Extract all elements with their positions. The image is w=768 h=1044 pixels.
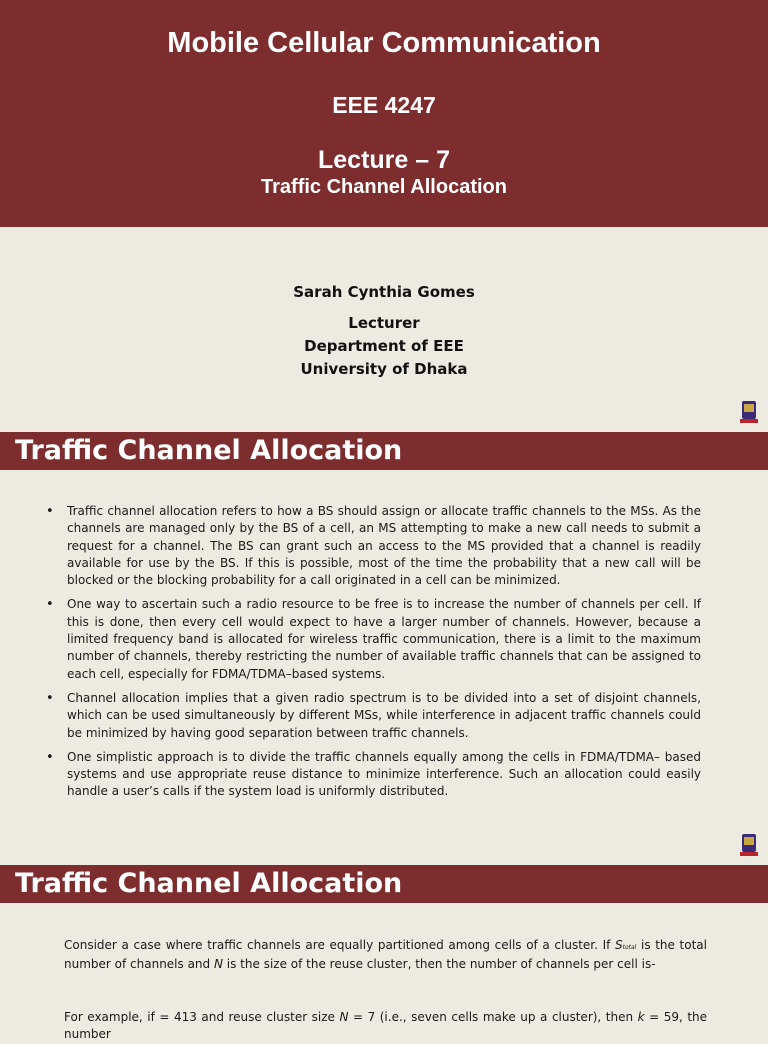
university-crest-icon — [740, 833, 758, 857]
title-banner — [0, 0, 768, 227]
bullet-icon: • — [46, 749, 54, 765]
course-code: EEE 4247 — [332, 92, 436, 118]
list-item — [46, 690, 701, 742]
list-item — [46, 596, 701, 682]
author-department: Department of EEE — [304, 337, 464, 355]
author-university: University of Dhaka — [300, 360, 468, 378]
university-crest-icon — [740, 400, 758, 424]
course-title: Mobile Cellular Communication — [167, 27, 601, 59]
paragraph: For example, if = 413 and reuse cluster size N = 7 (i.e., seven cells make up a cluster), then k = 59, the number — [64, 1010, 708, 1042]
author-name: Sarah Cynthia Gomes — [293, 283, 475, 301]
bullet-text: Traffic channel allocation refers to how a BS should assign or allocate traffic channels to the MSs. As the channels are managed only by the BS of a cell, an MS attempting to make a new call needs to submit a request for a channel. The BS can grant such an access to the MS provided that a channel is readily available for use by the BS. If this is possible, most of the time the probability that a new call will be blocked or the blocking probability for a call originated in a cell can be minimized. — [67, 504, 701, 588]
lecture-topic: Traffic Channel Allocation — [261, 176, 507, 198]
lecture-number: Lecture – 7 — [317, 146, 450, 174]
author-role: Lecturer — [348, 314, 420, 332]
bullet-text: One way to ascertain such a radio resource to be free is to increase the number of channels per cell. If this is done, then every cell would expect to have a larger number of channels. However, because a limited frequency band is allocated for wireless traffic communication, there is a limit to the maximum number of channels, thereby restricting the number of available traffic channels that can be assigned to each cell, especially for FDMA/TDMA–based systems. — [67, 597, 701, 681]
slide-heading: Traffic Channel Allocation — [0, 432, 768, 470]
bullet-icon: • — [46, 690, 54, 706]
bullet-text: Channel allocation implies that a given radio spectrum is to be divided into a set of disjoint channels, which can be used simultaneously by different MSs, while interference in adjacent traffic channels could be minimized by having good separation between traffic channels. — [67, 690, 701, 740]
list-item — [46, 749, 701, 801]
list-item — [46, 503, 701, 589]
bullet-text: One simplistic approach is to divide the traffic channels equally among the cells in FDMA/TDMA– based systems and use appropriate reuse distance to minimize interference. Such an allocation could easily handle a user’s calls if the system load is uniformly distributed. — [67, 749, 701, 799]
bullet-list — [46, 503, 701, 808]
bullet-icon: • — [46, 504, 54, 519]
slide-heading: Traffic Channel Allocation — [0, 865, 768, 903]
bullet-icon: • — [46, 597, 54, 613]
paragraph: Consider a case where traffic channels are equally partitioned among cells of a cluster. If Stotal is the total number of channels and N is the size of the reuse cluster, then the number of channels per cell is- — [64, 938, 707, 972]
